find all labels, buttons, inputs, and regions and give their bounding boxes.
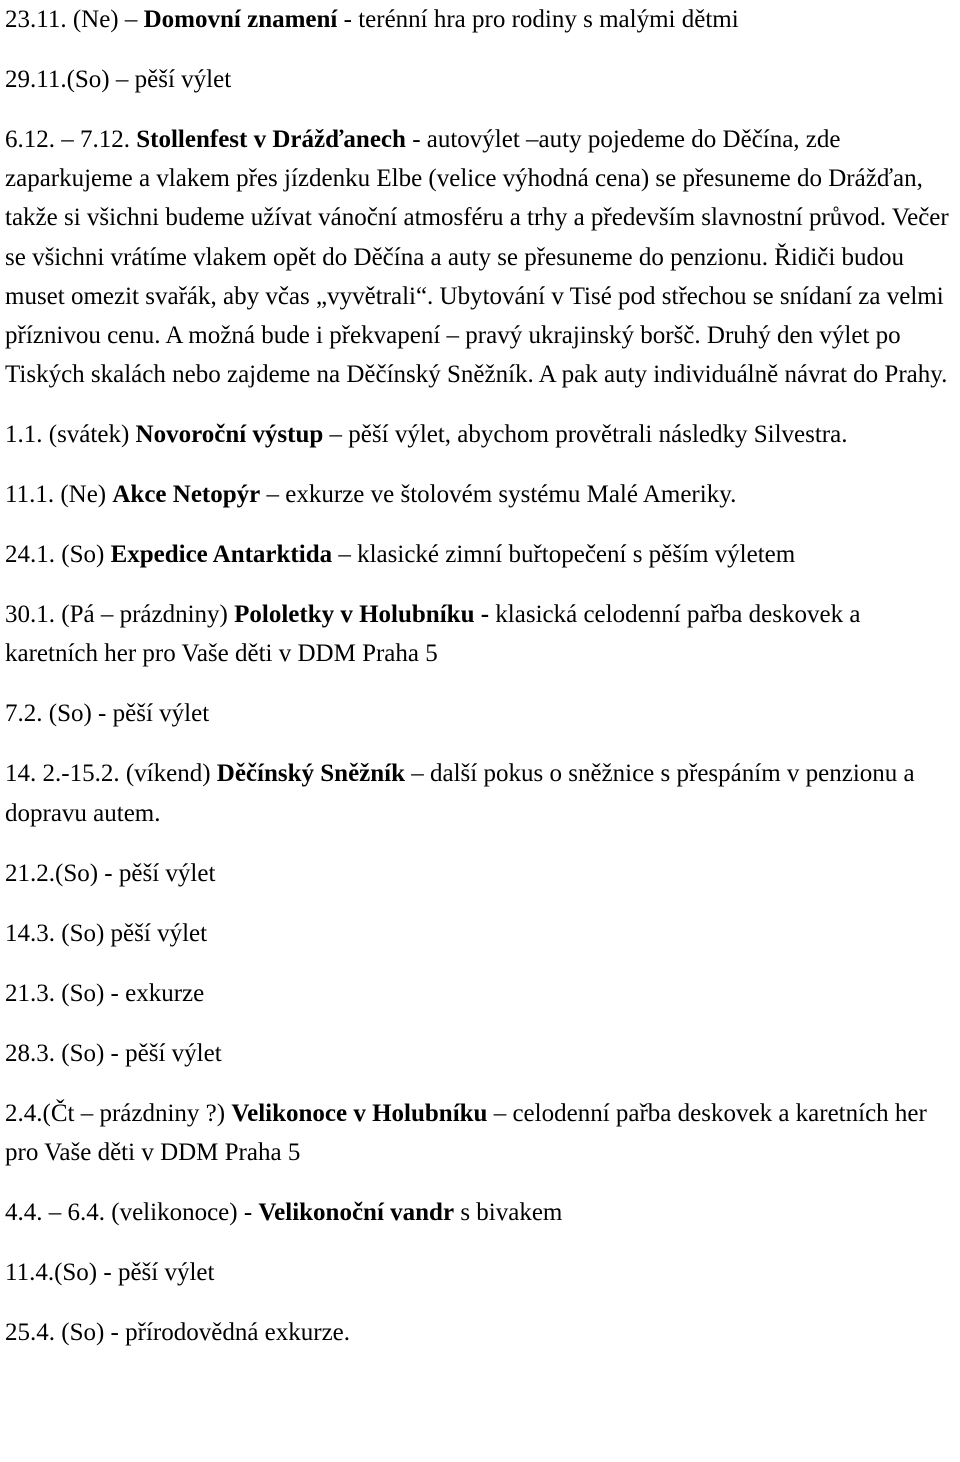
document-body <box>5 0 957 1352</box>
entry-date: 14.3. (So) pěší výlet <box>5 919 208 947</box>
entry-date: 23.11. (Ne) – <box>5 6 144 33</box>
entry-date: 25.4. (So) - přírodovědná exkurze. <box>5 1318 351 1346</box>
entry-description: – klasické zimní buřtopečení s pěším výletem <box>332 541 796 569</box>
list-item <box>5 1034 957 1073</box>
entry-date: 30.1. (Pá – prázdniny) <box>5 601 235 629</box>
list-item <box>5 1193 957 1232</box>
entry-description: – exkurze ve štolovém systému Malé Ameriky. <box>260 481 737 509</box>
entry-description: - autovýlet –auty pojedeme do Děčína, zde zaparkujeme a vlakem přes jízdenku Elbe (velice výhodná cena) se přesuneme do Drážďan, takže si všichni budeme užívat vánoční atmosféru a trhy a především slavnostní průvod. Večer se všichni vrátíme vlakem opět do Děčína a auty se přesuneme do penzionu. Řidiči budou muset omezit svařák, aby včas „vyvětrali“. Ubytování v Tisé pod střechou se snídaní za velmi příznivou cenu. A možná bude i překvapení – pravý ukrajinský boršč. Druhý den výlet po Tiských skalách nebo zajdeme na Děčínský Sněžník. A pak auty individuálně návrat do Prahy. <box>5 126 949 389</box>
entry-title: Velikonoční vandr <box>258 1198 455 1226</box>
list-item <box>5 120 957 394</box>
entry-title: Děčínský Sněžník <box>216 760 406 788</box>
entry-date: 21.2.(So) - pěší výlet <box>5 859 216 887</box>
entry-title: Expedice Antarktida <box>110 541 333 569</box>
list-item <box>5 754 957 832</box>
entry-date: 14. 2.-15.2. (víkend) <box>5 760 217 788</box>
list-item <box>5 854 957 893</box>
entry-title: Novoroční výstup <box>135 421 324 449</box>
list-item <box>5 1094 957 1172</box>
entry-title: Velikonoce v Holubníku <box>231 1099 488 1127</box>
entry-date: 1.1. (svátek) <box>5 421 136 449</box>
entry-date: 2.4.(Čt – prázdniny ?) <box>5 1099 232 1127</box>
entry-description: klasická celodenní pařba deskovek a karetních her pro Vaše děti v DDM Praha 5 <box>5 601 861 668</box>
entry-date: 21.3. (So) - exkurze <box>5 979 205 1007</box>
entry-date: 6.12. – 7.12. <box>5 126 137 153</box>
list-item <box>5 1313 957 1352</box>
list-item <box>5 974 957 1013</box>
list-item <box>5 1253 957 1292</box>
entry-description: - terénní hra pro rodiny s malými dětmi <box>337 6 739 33</box>
entry-date: 11.1. (Ne) <box>5 481 113 509</box>
entry-date: 29.11.(So) – pěší výlet <box>5 66 232 93</box>
entry-date: 24.1. (So) <box>5 541 111 569</box>
entry-description: – další pokus o sněžnice s přespáním v penzionu a dopravu autem. <box>5 760 915 827</box>
entry-title: Domovní znamení <box>143 6 338 33</box>
list-item <box>5 475 957 514</box>
list-item <box>5 60 957 99</box>
entry-date: 4.4. – 6.4. (velikonoce) - <box>5 1198 259 1226</box>
list-item <box>5 595 957 673</box>
entry-description: s bivakem <box>454 1198 563 1226</box>
entry-description: – pěší výlet, abychom provětrali následky Silvestra. <box>323 421 848 449</box>
entry-date: 11.4.(So) - pěší výlet <box>5 1258 215 1286</box>
list-item <box>5 535 957 574</box>
entry-title: Akce Netopýr <box>112 481 261 509</box>
list-item <box>5 694 957 733</box>
entry-title: Stollenfest v Drážďanech <box>136 126 406 153</box>
entry-date: 28.3. (So) - pěší výlet <box>5 1039 222 1067</box>
list-item <box>5 0 957 39</box>
list-item <box>5 415 957 454</box>
list-item <box>5 914 957 953</box>
entry-title: Pololetky v Holubníku - <box>234 601 490 629</box>
entry-description: – celodenní pařba deskovek a karetních her pro Vaše děti v DDM Praha 5 <box>5 1099 927 1166</box>
entry-date: 7.2. (So) - pěší výlet <box>5 700 210 728</box>
